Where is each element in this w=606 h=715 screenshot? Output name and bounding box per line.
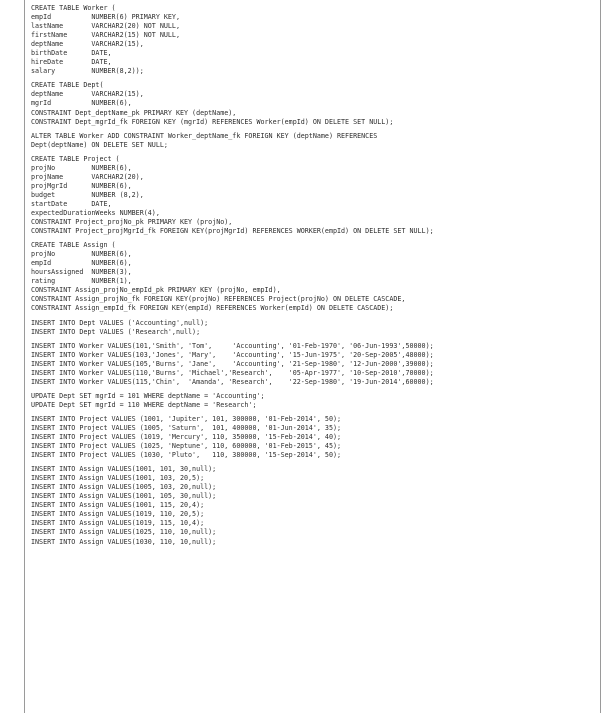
sql-block-alter-worker — [31, 132, 597, 150]
sql-script — [31, 4, 597, 552]
sql-line: empId NUMBER(6), — [31, 259, 132, 268]
sql-line: INSERT INTO Assign VALUES(1001, 101, 30,null); — [31, 465, 217, 474]
sql-line: CREATE TABLE Assign ( — [31, 241, 116, 250]
sql-block-create-project — [31, 155, 597, 236]
sql-block-create-worker — [31, 4, 597, 76]
sql-line: INSERT INTO Worker VALUES(105,'Burns', 'Jane', 'Accounting', '21-Sep-1980', '12-Jun-2000',39000); — [31, 359, 434, 368]
sql-line: INSERT INTO Assign VALUES(1001, 103, 20,5); — [31, 474, 205, 483]
sql-line: CONSTRAINT Project_projNo_pk PRIMARY KEY (projNo), — [31, 218, 233, 227]
sql-line: INSERT INTO Assign VALUES(1030, 110, 10,null); — [31, 537, 217, 546]
sql-line: INSERT INTO Assign VALUES(1025, 110, 10,null); — [31, 528, 217, 537]
sql-block-create-dept — [31, 81, 597, 126]
sql-line: CONSTRAINT Project_projMgrId_fk FOREIGN KEY(projMgrId) REFERENCES WORKER(empId) ON DELETE SET NULL); — [31, 227, 434, 236]
sql-line: CREATE TABLE Dept( — [31, 81, 104, 90]
sql-line: mgrId NUMBER(6), — [31, 99, 132, 108]
sql-line: birthDate DATE, — [31, 49, 112, 58]
sql-line: INSERT INTO Dept VALUES ('Accounting',null); — [31, 318, 209, 327]
sql-line: UPDATE Dept SET mgrId = 110 WHERE deptName = 'Research'; — [31, 400, 257, 409]
sql-block-create-assign — [31, 241, 597, 313]
sql-line: INSERT INTO Assign VALUES(1019, 115, 10,4); — [31, 519, 205, 528]
sql-line: INSERT INTO Project VALUES (1030, 'Pluto', 110, 380000, '15-Sep-2014', 50); — [31, 451, 342, 460]
sql-line: INSERT INTO Project VALUES (1001, 'Jupiter', 101, 300000, '01-Feb-2014', 50); — [31, 414, 342, 423]
sql-line: projNo NUMBER(6), — [31, 250, 132, 259]
sql-line: INSERT INTO Project VALUES (1019, 'Mercury', 110, 350000, '15-Feb-2014', 40); — [31, 433, 342, 442]
sql-line: CONSTRAINT Assign_projNo_empId_pk PRIMARY KEY (projNo, empId), — [31, 286, 281, 295]
sql-line: INSERT INTO Assign VALUES(1001, 105, 30,null); — [31, 492, 217, 501]
sql-block-insert-dept — [31, 319, 597, 337]
sql-line: Dept(deptName) ON DELETE SET NULL; — [31, 140, 168, 149]
sql-line: deptName VARCHAR2(15), — [31, 40, 144, 49]
sql-line: hoursAssigned NUMBER(3), — [31, 268, 132, 277]
sql-line: CONSTRAINT Assign_projNo_fk FOREIGN KEY(projNo) REFERENCES Project(projNo) ON DELETE CASCADE, — [31, 295, 406, 304]
sql-block-insert-project — [31, 415, 597, 460]
sql-line: UPDATE Dept SET mgrId = 101 WHERE deptName = 'Accounting'; — [31, 391, 265, 400]
sql-line: INSERT INTO Assign VALUES(1001, 115, 20,4); — [31, 501, 205, 510]
sql-line: empId NUMBER(6) PRIMARY KEY, — [31, 13, 180, 22]
sql-line: INSERT INTO Worker VALUES(115,'Chin', 'Amanda', 'Research', '22-Sep-1980', '19-Jun-2014',60000); — [31, 377, 434, 386]
sql-line: ALTER TABLE Worker ADD CONSTRAINT Worker_deptName_fk FOREIGN KEY (deptName) REFERENCES — [31, 131, 378, 140]
sql-line: INSERT INTO Worker VALUES(110,'Burns', 'Michael','Research', '05-Apr-1977', '10-Sep-2010',70000); — [31, 368, 434, 377]
sql-line: INSERT INTO Worker VALUES(103,'Jones', 'Mary', 'Accounting', '15-Jun-1975', '20-Sep-2005',48000); — [31, 350, 434, 359]
sql-block-insert-worker — [31, 342, 597, 387]
sql-block-insert-assign — [31, 465, 597, 546]
sql-line: CREATE TABLE Project ( — [31, 154, 120, 163]
sql-line: CONSTRAINT Dept_mgrId_fk FOREIGN KEY (mgrId) REFERENCES Worker(empId) ON DELETE SET NULL); — [31, 117, 394, 126]
sql-line: lastName VARCHAR2(20) NOT NULL, — [31, 22, 180, 31]
sql-line: firstName VARCHAR2(15) NOT NULL, — [31, 31, 180, 40]
sql-line: CONSTRAINT Assign_empId_fk FOREIGN KEY(empId) REFERENCES Worker(empId) ON DELETE CASCADE); — [31, 304, 394, 313]
sql-line: INSERT INTO Project VALUES (1025, 'Neptune', 110, 600000, '01-Feb-2015', 45); — [31, 442, 342, 451]
sql-line: projNo NUMBER(6), — [31, 163, 132, 172]
sql-line: CREATE TABLE Worker ( — [31, 4, 116, 12]
sql-line: salary NUMBER(8,2)); — [31, 67, 144, 76]
sql-line: projMgrId NUMBER(6), — [31, 181, 132, 190]
sql-line: deptName VARCHAR2(15), — [31, 90, 144, 99]
sql-line: rating NUMBER(1), — [31, 277, 132, 286]
sql-line: CONSTRAINT Dept_deptName_pk PRIMARY KEY (deptName), — [31, 108, 237, 117]
sql-line: expectedDurationWeeks NUMBER(4), — [31, 208, 160, 217]
sql-line: hireDate DATE, — [31, 58, 112, 67]
sql-line: INSERT INTO Assign VALUES(1005, 103, 20,null); — [31, 483, 217, 492]
sql-line: budget NUMBER (8,2), — [31, 190, 144, 199]
sql-line: projName VARCHAR2(20), — [31, 172, 144, 181]
sql-line: startDate DATE, — [31, 199, 112, 208]
sql-line: INSERT INTO Dept VALUES ('Research',null); — [31, 327, 201, 336]
sql-line: INSERT INTO Project VALUES (1005, 'Saturn', 101, 400000, '01-Jun-2014', 35); — [31, 423, 342, 432]
sql-line: INSERT INTO Worker VALUES(101,'Smith', 'Tom', 'Accounting', '01-Feb-1970', '06-Jun-1993',50000); — [31, 341, 434, 350]
sql-block-update-dept — [31, 392, 597, 410]
sql-line: INSERT INTO Assign VALUES(1019, 110, 20,5); — [31, 510, 205, 519]
